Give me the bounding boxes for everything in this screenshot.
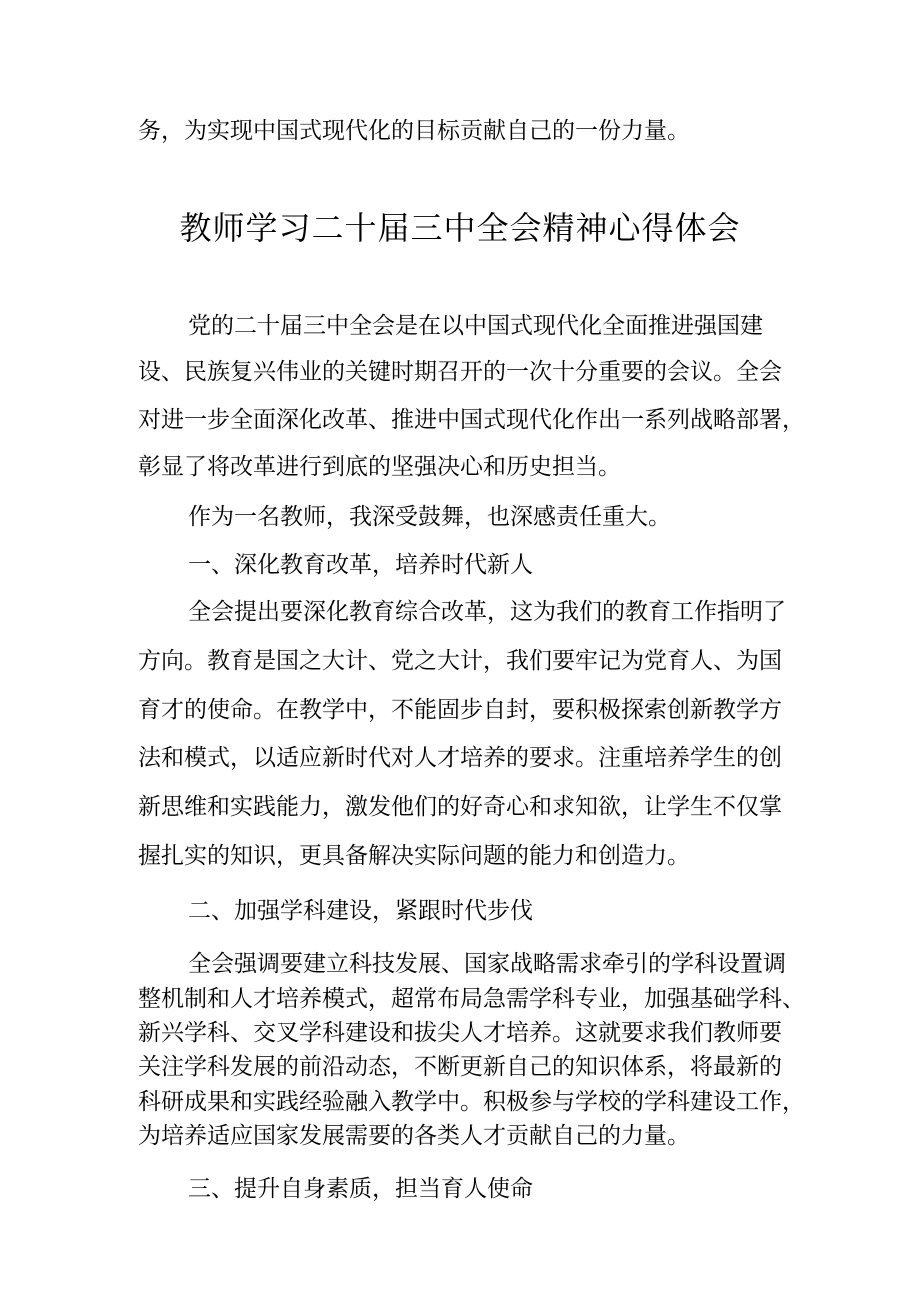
section-heading-1: 一、深化教育改革，培养时代新人: [188, 552, 533, 578]
lead-line: 务，为实现中国式现代化的目标贡献自己的一份力量。: [138, 118, 690, 144]
paragraph-3-line-4: 法和模式，以适应新时代对人才培养的要求。注重培养学生的创: [138, 745, 782, 771]
paragraph-4-line-1: 全会强调要建立科技发展、国家战略需求牵引的学科设置调: [188, 951, 786, 977]
document-title: 教师学习二十届三中全会精神心得体会: [179, 209, 741, 247]
paragraph-1-line-1: 党的二十届三中全会是在以中国式现代化全面推进强国建: [188, 313, 763, 339]
paragraph-1-line-2: 设、民族复兴伟业的关键时期召开的一次十分重要的会议。全会: [138, 359, 782, 385]
paragraph-3-line-2: 方向。教育是国之大计、党之大计，我们要牢记为党育人、为国: [138, 648, 782, 674]
paragraph-4-line-2: 整机制和人才培养模式，超常布局急需学科专业，加强基础学科、: [138, 986, 805, 1012]
paragraph-4-line-4: 关注学科发展的前沿动态，不断更新自己的知识体系，将最新的: [138, 1054, 782, 1080]
paragraph-3-line-3: 育才的使命。在教学中，不能固步自封，要积极探索创新教学方: [138, 697, 782, 723]
paragraph-1-line-4: 彰显了将改革进行到底的坚强决心和历史担当。: [138, 454, 621, 480]
paragraph-4-line-5: 科研成果和实践经验融入教学中。积极参与学校的学科建设工作，: [138, 1089, 805, 1115]
paragraph-3-line-6: 握扎实的知识，更具备解决实际问题的能力和创造力。: [138, 843, 690, 869]
paragraph-4-line-6: 为培养适应国家发展需要的各类人才贡献自己的力量。: [138, 1123, 690, 1149]
paragraph-4-line-3: 新兴学科、交叉学科建设和拔尖人才培养。这就要求我们教师要: [138, 1020, 782, 1046]
paragraph-2: 作为一名教师，我深受鼓舞，也深感责任重大。: [188, 504, 671, 530]
paragraph-1-line-3: 对进一步全面深化改革、推进中国式现代化作出一系列战略部署，: [138, 407, 805, 433]
section-heading-2: 二、加强学科建设，紧跟时代步伐: [188, 898, 533, 924]
paragraph-3-line-5: 新思维和实践能力，激发他们的好奇心和求知欲，让学生不仅掌: [138, 794, 782, 820]
section-heading-3: 三、提升自身素质，担当育人使命: [188, 1176, 533, 1202]
paragraph-3-line-1: 全会提出要深化教育综合改革，这为我们的教育工作指明了: [188, 599, 786, 625]
